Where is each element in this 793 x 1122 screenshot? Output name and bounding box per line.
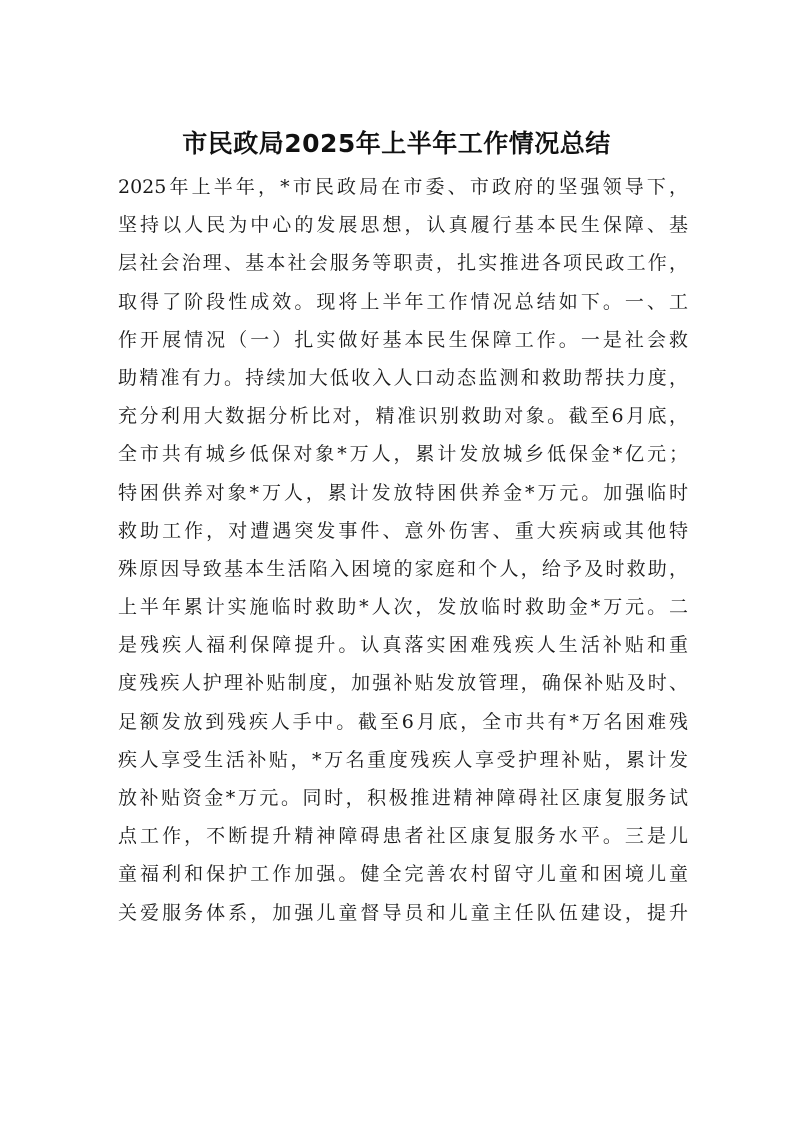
body-line: 足额发放到残疾人手中。截至6月底，全市共有*万名困难残: [118, 710, 688, 733]
body-line: 点工作，不断提升精神障碍患者社区康复服务水平。三是儿: [118, 825, 688, 848]
document-title: 市民政局2025年上半年工作情况总结: [182, 129, 611, 158]
document-body: [118, 168, 688, 932]
body-line: 上半年累计实施临时救助*人次，发放临时救助金*万元。二: [118, 596, 688, 619]
body-line: 助精准有力。持续加大低收入人口动态监测和救助帮扶力度，: [118, 366, 688, 389]
body-line: 殊原因导致基本生活陷入困境的家庭和个人，给予及时救助，: [118, 557, 688, 580]
body-line: 是残疾人福利保障提升。认真落实困难残疾人生活补贴和重: [118, 634, 688, 657]
body-line: 童福利和保护工作加强。健全完善农村留守儿童和困境儿童: [118, 863, 688, 886]
body-line: 疾人享受生活补贴，*万名重度残疾人享受护理补贴，累计发: [118, 748, 688, 771]
body-line: 特困供养对象*万人，累计发放特困供养金*万元。加强临时: [118, 481, 688, 504]
body-line: 度残疾人护理补贴制度，加强补贴发放管理，确保补贴及时、: [118, 672, 688, 695]
body-line: 充分利用大数据分析比对，精准识别救助对象。截至6月底，: [118, 405, 688, 428]
body-line: 层社会治理、基本社会服务等职责，扎实推进各项民政工作，: [118, 252, 688, 275]
body-line: 作开展情况（一）扎实做好基本民生保障工作。一是社会救: [118, 328, 688, 351]
body-line: 救助工作，对遭遇突发事件、意外伤害、重大疾病或其他特: [118, 519, 688, 542]
body-line: 全市共有城乡低保对象*万人，累计发放城乡低保金*亿元；: [118, 443, 688, 466]
body-line: 2025年上半年，*市民政局在市委、市政府的坚强领导下，: [118, 176, 688, 198]
body-line: 取得了阶段性成效。现将上半年工作情况总结如下。一、工: [118, 290, 688, 313]
body-line: 关爱服务体系，加强儿童督导员和儿童主任队伍建设，提升: [118, 901, 688, 924]
body-line: 坚持以人民为中心的发展思想，认真履行基本民生保障、基: [118, 214, 688, 237]
body-line: 放补贴资金*万元。同时，积极推进精神障碍社区康复服务试: [118, 787, 688, 809]
